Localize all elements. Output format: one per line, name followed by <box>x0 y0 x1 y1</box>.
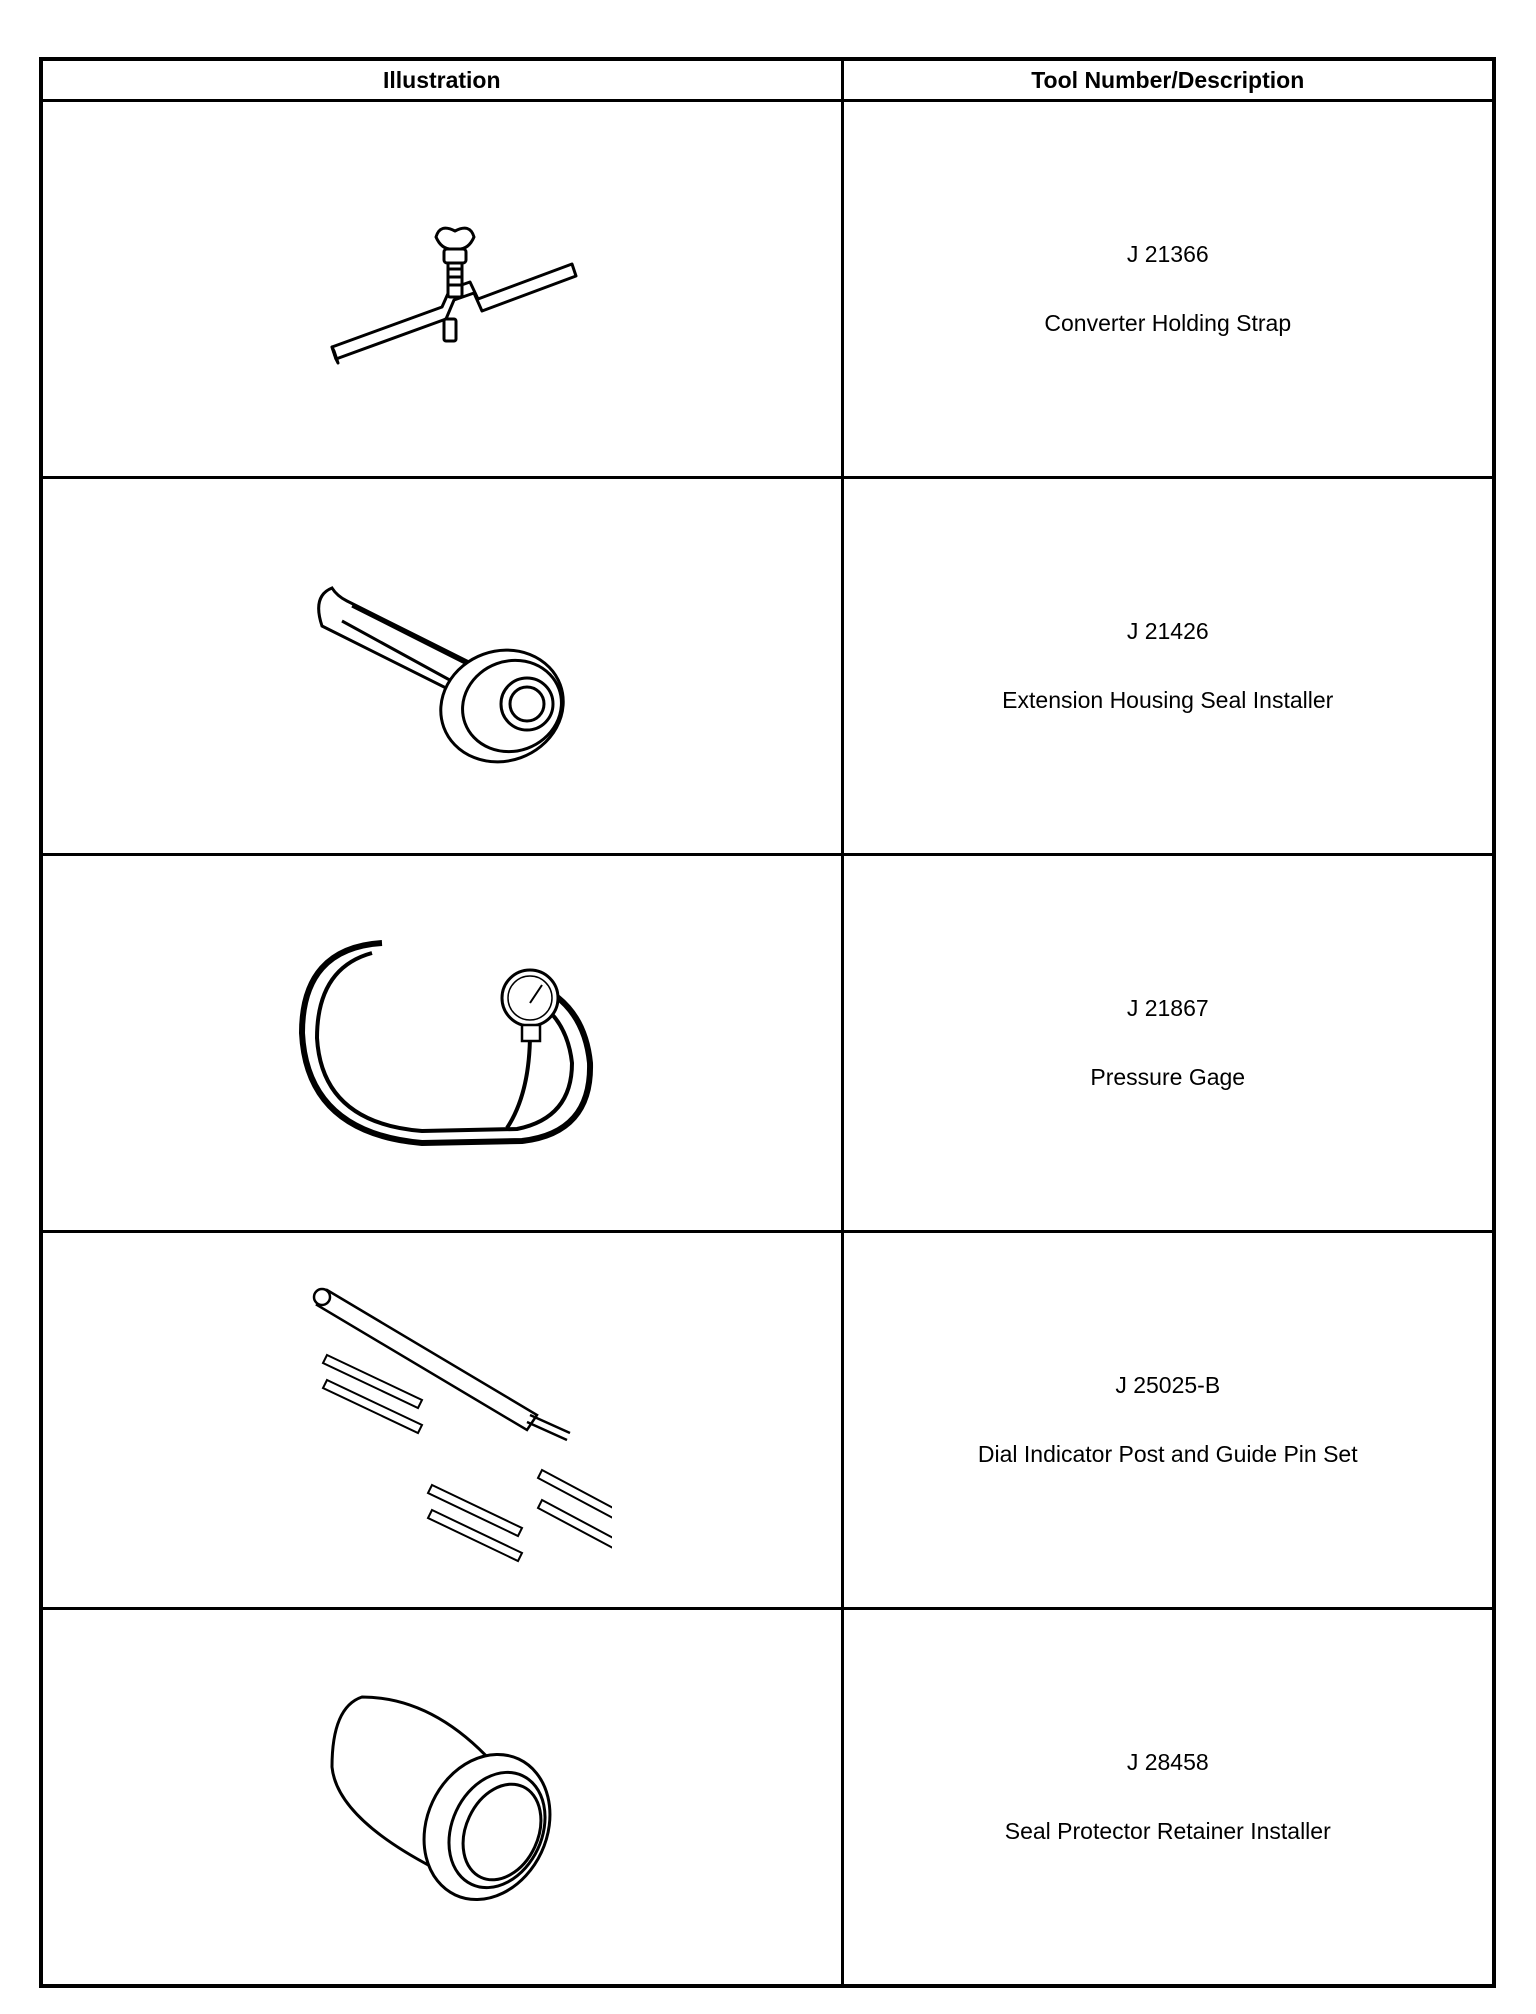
illustration-cell <box>41 101 842 478</box>
seal-protector-installer-icon <box>292 1667 592 1927</box>
header-tool-number: Tool Number/Description <box>842 59 1494 101</box>
header-illustration: Illustration <box>41 59 842 101</box>
tool-number: J 28458 <box>1126 1749 1209 1775</box>
tool-description: Extension Housing Seal Installer <box>1002 687 1334 713</box>
tool-description-cell <box>842 855 1494 1232</box>
table-row <box>41 1609 1494 1987</box>
tool-number: J 21867 <box>1126 995 1209 1021</box>
tool-description-cell <box>842 1609 1494 1987</box>
tool-description: Seal Protector Retainer Installer <box>1004 1818 1331 1844</box>
converter-holding-strap-icon <box>272 179 612 399</box>
tool-table <box>39 57 1496 1988</box>
dial-indicator-post-icon <box>272 1270 612 1570</box>
table-row <box>41 478 1494 855</box>
illustration-cell <box>41 1609 842 1987</box>
tool-description: Converter Holding Strap <box>1044 310 1292 336</box>
table-row <box>41 1232 1494 1609</box>
tool-description-cell <box>842 478 1494 855</box>
tool-description-cell <box>842 1232 1494 1609</box>
table-row <box>41 101 1494 478</box>
illustration-cell <box>41 1232 842 1609</box>
tool-number: J 21426 <box>1126 618 1209 644</box>
header-row <box>41 59 1494 101</box>
illustration-cell <box>41 855 842 1232</box>
tool-description-cell <box>842 101 1494 478</box>
tool-number: J 21366 <box>1126 241 1209 267</box>
illustration-cell <box>41 478 842 855</box>
tool-number: J 25025-B <box>1115 1372 1221 1398</box>
seal-installer-icon <box>272 546 612 786</box>
tool-description: Pressure Gage <box>1090 1064 1246 1090</box>
tool-description: Dial Indicator Post and Guide Pin Set <box>977 1441 1358 1467</box>
pressure-gage-icon <box>272 923 612 1163</box>
table-row <box>41 855 1494 1232</box>
